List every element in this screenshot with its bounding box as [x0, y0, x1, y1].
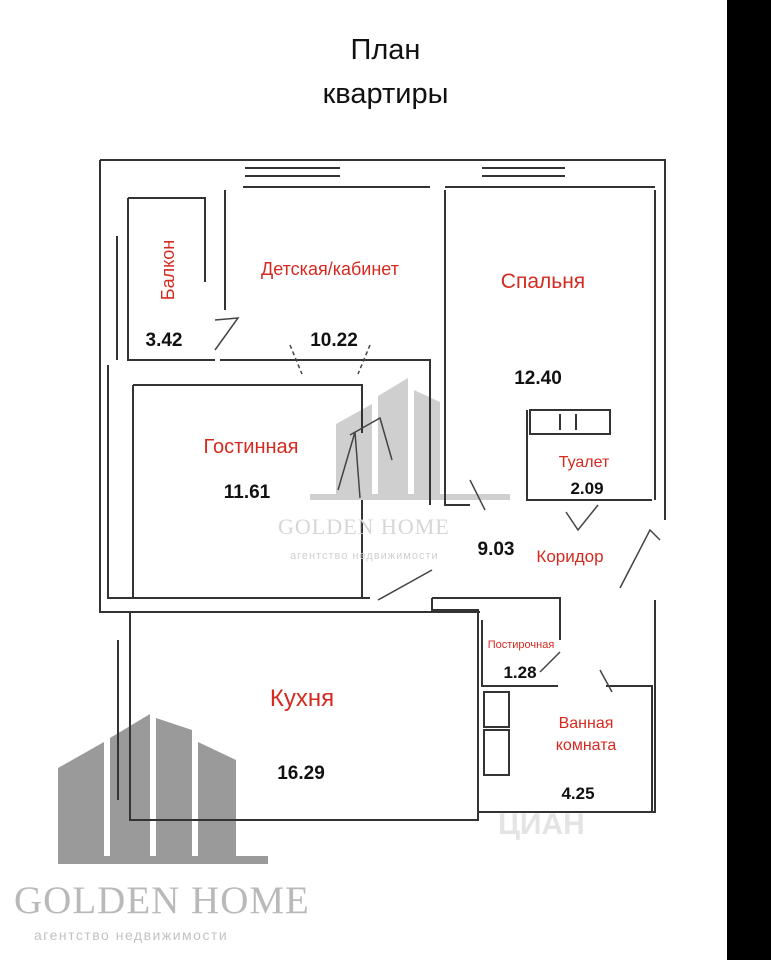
- doors: [215, 318, 660, 692]
- room-name-balcony: Балкон: [158, 239, 178, 301]
- room-area-bedroom: 12.40: [514, 368, 562, 389]
- room-name-kids: Детская/кабинет: [261, 259, 399, 279]
- watermark-cian: ЦИАН: [498, 808, 585, 841]
- plan-title-line1: План: [350, 34, 421, 66]
- room-name-bathroom-line2: комната: [555, 737, 617, 754]
- room-area-living: 11.61: [223, 482, 271, 503]
- room-name-bathroom-line1: Ванная: [558, 715, 614, 732]
- right-side-bar: [727, 0, 771, 960]
- room-area-kitchen: 16.29: [277, 763, 325, 784]
- room-name-bedroom: Спальня: [500, 270, 586, 293]
- watermark-brand-center: GOLDEN HOME: [278, 514, 450, 539]
- room-name-laundry: Постирочная: [487, 639, 555, 651]
- watermark-building-logo-large: [58, 714, 268, 864]
- room-area-balcony: 3.42: [145, 330, 183, 351]
- room-area-bathroom: 4.25: [561, 784, 595, 803]
- room-area-laundry: 1.28: [503, 663, 537, 682]
- watermark-tagline-center: агентство недвижимости: [290, 550, 439, 562]
- watermark-tagline: агентство недвижимости: [34, 927, 229, 943]
- room-name-corridor: Коридор: [536, 547, 604, 566]
- room-name-living: Гостинная: [203, 436, 299, 458]
- watermark-brand: GOLDEN HOME: [14, 879, 310, 922]
- room-name-toilet: Туалет: [558, 454, 610, 471]
- room-name-kitchen: Кухня: [269, 685, 335, 712]
- plan-title-line2: квартиры: [322, 78, 449, 110]
- room-area-toilet: 2.09: [570, 479, 604, 498]
- room-area-corridor: 9.03: [477, 539, 515, 560]
- room-area-kids: 10.22: [310, 330, 358, 351]
